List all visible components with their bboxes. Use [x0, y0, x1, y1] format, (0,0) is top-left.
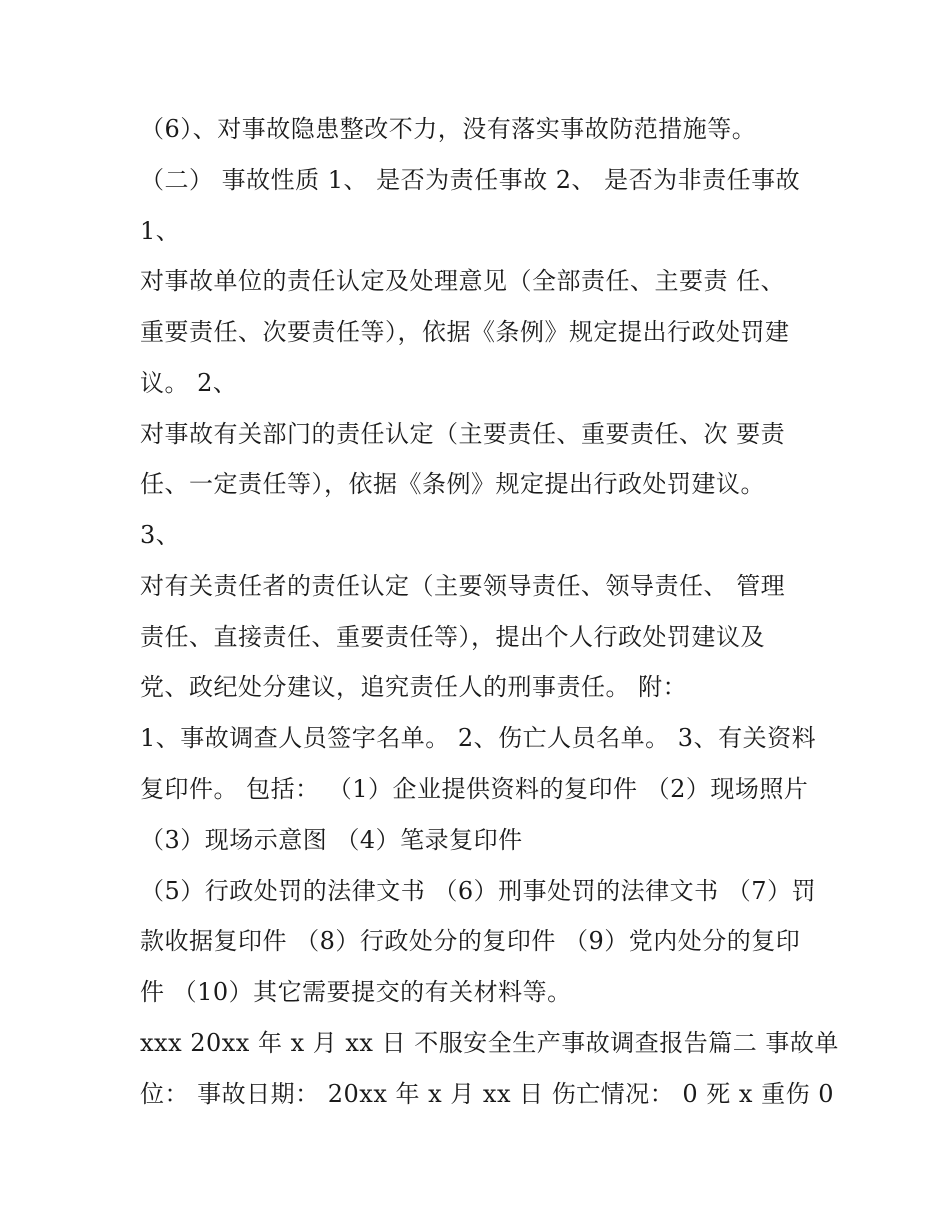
text-line: xxx 20xx 年 x 月 xx 日 不服安全生产事故调查报告篇二 事故单: [140, 1029, 839, 1057]
text-line: （5）行政处罚的法律文书 （6）刑事处罚的法律文书 （7）罚: [140, 877, 817, 905]
text-line: （6）、对事故隐患整改不力，没有落实事故防范措施等。: [140, 115, 757, 143]
text-line: 责任、直接责任、重要责任等），提出个人行政处罚建议及: [140, 623, 765, 651]
text-line: 对事故有关部门的责任认定（主要责任、重要责任、次 要责: [140, 420, 786, 448]
text-line: 1、事故调查人员签字名单。 2、伤亡人员名单。 3、有关资料: [140, 724, 817, 752]
text-line: （二） 事故性质 1、 是否为责任事故 2、 是否为非责任事故: [140, 166, 801, 194]
text-line: （3）现场示意图 （4）笔录复印件: [140, 826, 523, 854]
text-line: 党、政纪处分建议，追究责任人的刑事责任。 附：: [140, 673, 688, 701]
text-line: 对有关责任者的责任认定（主要领导责任、领导责任、 管理: [140, 572, 786, 600]
text-line: 3、: [140, 521, 181, 549]
text-line: 重要责任、次要责任等），依据《条例》规定提出行政处罚建: [140, 318, 790, 346]
text-line: 复印件。 包括： （1）企业提供资料的复印件 （2）现场照片: [140, 775, 809, 803]
text-line: 件 （10）其它需要提交的有关材料等。: [140, 978, 572, 1006]
text-line: 议。 2、: [140, 369, 238, 397]
text-line: 1、: [140, 217, 181, 245]
text-line: 任、一定责任等），依据《条例》规定提出行政处罚建议。: [140, 470, 765, 498]
text-line: 对事故单位的责任认定及处理意见（全部责任、主要责 任、: [140, 267, 786, 295]
text-line: 位： 事故日期： 20xx 年 x 月 xx 日 伤亡情况： 0 死 x 重伤 0: [140, 1080, 834, 1108]
text-line: 款收据复印件 （8）行政处分的复印件 （9）党内处分的复印: [140, 927, 801, 955]
